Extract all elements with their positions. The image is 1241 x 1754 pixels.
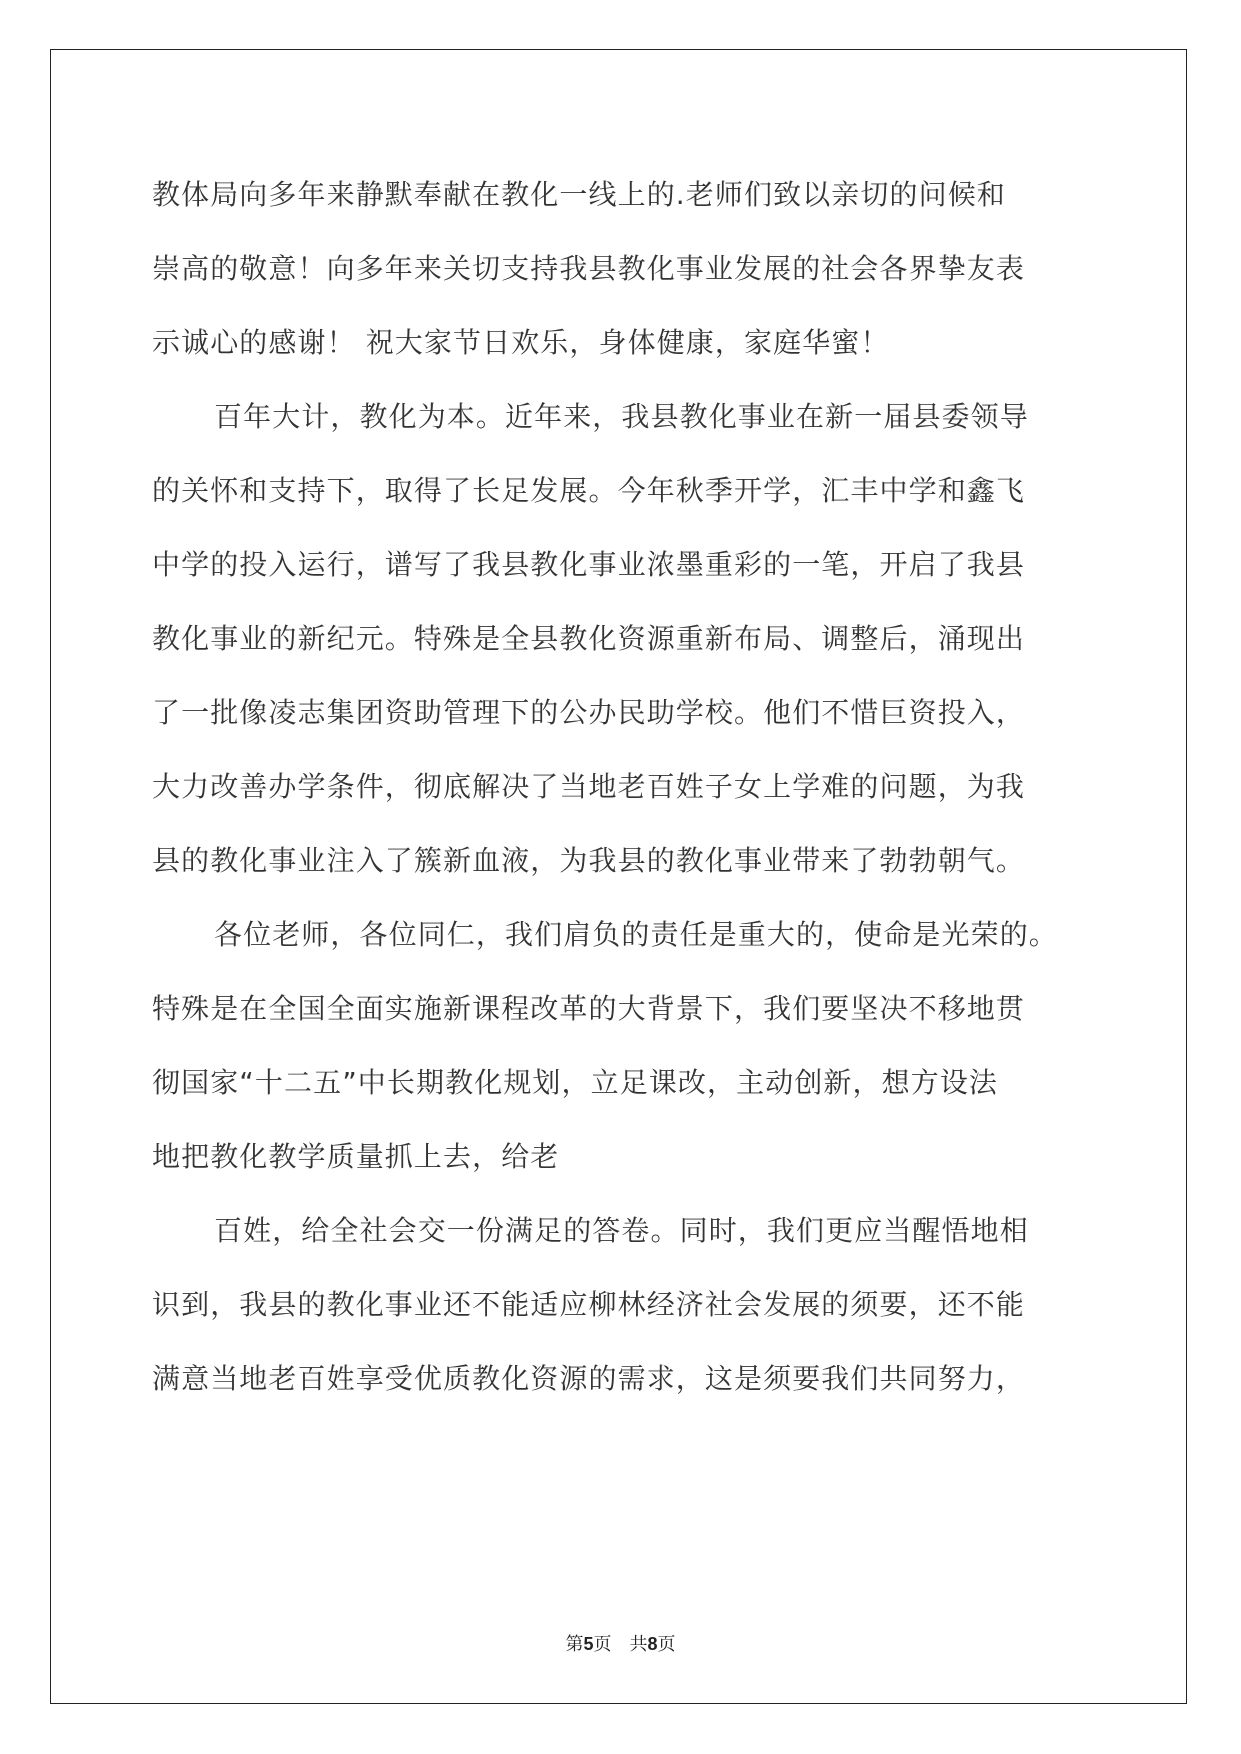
- total-suffix: 页: [657, 1634, 676, 1655]
- text-line: 崇高的敬意！向多年来关切支持我县教化事业发展的社会各界挚友表: [152, 252, 1026, 285]
- total-pages: 8: [647, 1634, 658, 1654]
- text-line: 地把教化教学质量抓上去，给老: [152, 1140, 560, 1173]
- text-line: 中学的投入运行，谱写了我县教化事业浓墨重彩的一笔，开启了我县: [152, 548, 1026, 581]
- text-line: 彻国家“十二五”中长期教化规划，立足课改，主动创新，想方设法: [152, 1066, 999, 1099]
- page-prefix: 第: [565, 1634, 584, 1655]
- page-number: 5: [583, 1634, 594, 1654]
- paragraph-start-line: 百年大计，教化为本。近年来，我县教化事业在新一届县委领导: [214, 400, 1029, 433]
- page-suffix: 页: [593, 1634, 612, 1655]
- text-line: 教体局向多年来静默奉献在教化一线上的.老师们致以亲切的问候和: [152, 178, 1006, 211]
- text-line: 教化事业的新纪元。特殊是全县教化资源重新布局、调整后，涌现出: [152, 622, 1026, 655]
- document-body: [152, 158, 1112, 1416]
- text-line: 特殊是在全国全面实施新课程改革的大背景下，我们要坚决不移地贯: [152, 992, 1026, 1025]
- total-prefix: 共: [629, 1634, 648, 1655]
- text-line: 县的教化事业注入了簇新血液，为我县的教化事业带来了勃勃朝气。: [152, 844, 1026, 877]
- text-line: 识到，我县的教化事业还不能适应柳林经济社会发展的须要，还不能: [152, 1288, 1026, 1321]
- paragraph-start-line: 百姓，给全社会交一份满足的答卷。同时，我们更应当醒悟地相: [214, 1214, 1029, 1247]
- page-footer: [0, 1630, 1241, 1656]
- text-line: 的关怀和支持下，取得了长足发展。今年秋季开学，汇丰中学和鑫飞: [152, 474, 1026, 507]
- paragraph-start-line: 各位老师，各位同仁，我们肩负的责任是重大的，使命是光荣的。: [214, 918, 1058, 951]
- text-line: 了一批像凌志集团资助管理下的公办民助学校。他们不惜巨资投入，: [152, 696, 1026, 729]
- text-line: 大力改善办学条件，彻底解决了当地老百姓子女上学难的问题，为我: [152, 770, 1026, 803]
- text-line: 示诚心的感谢！ 祝大家节日欢乐，身体健康，家庭华蜜！: [152, 326, 890, 359]
- text-line: 满意当地老百姓享受优质教化资源的需求，这是须要我们共同努力，: [152, 1362, 1026, 1395]
